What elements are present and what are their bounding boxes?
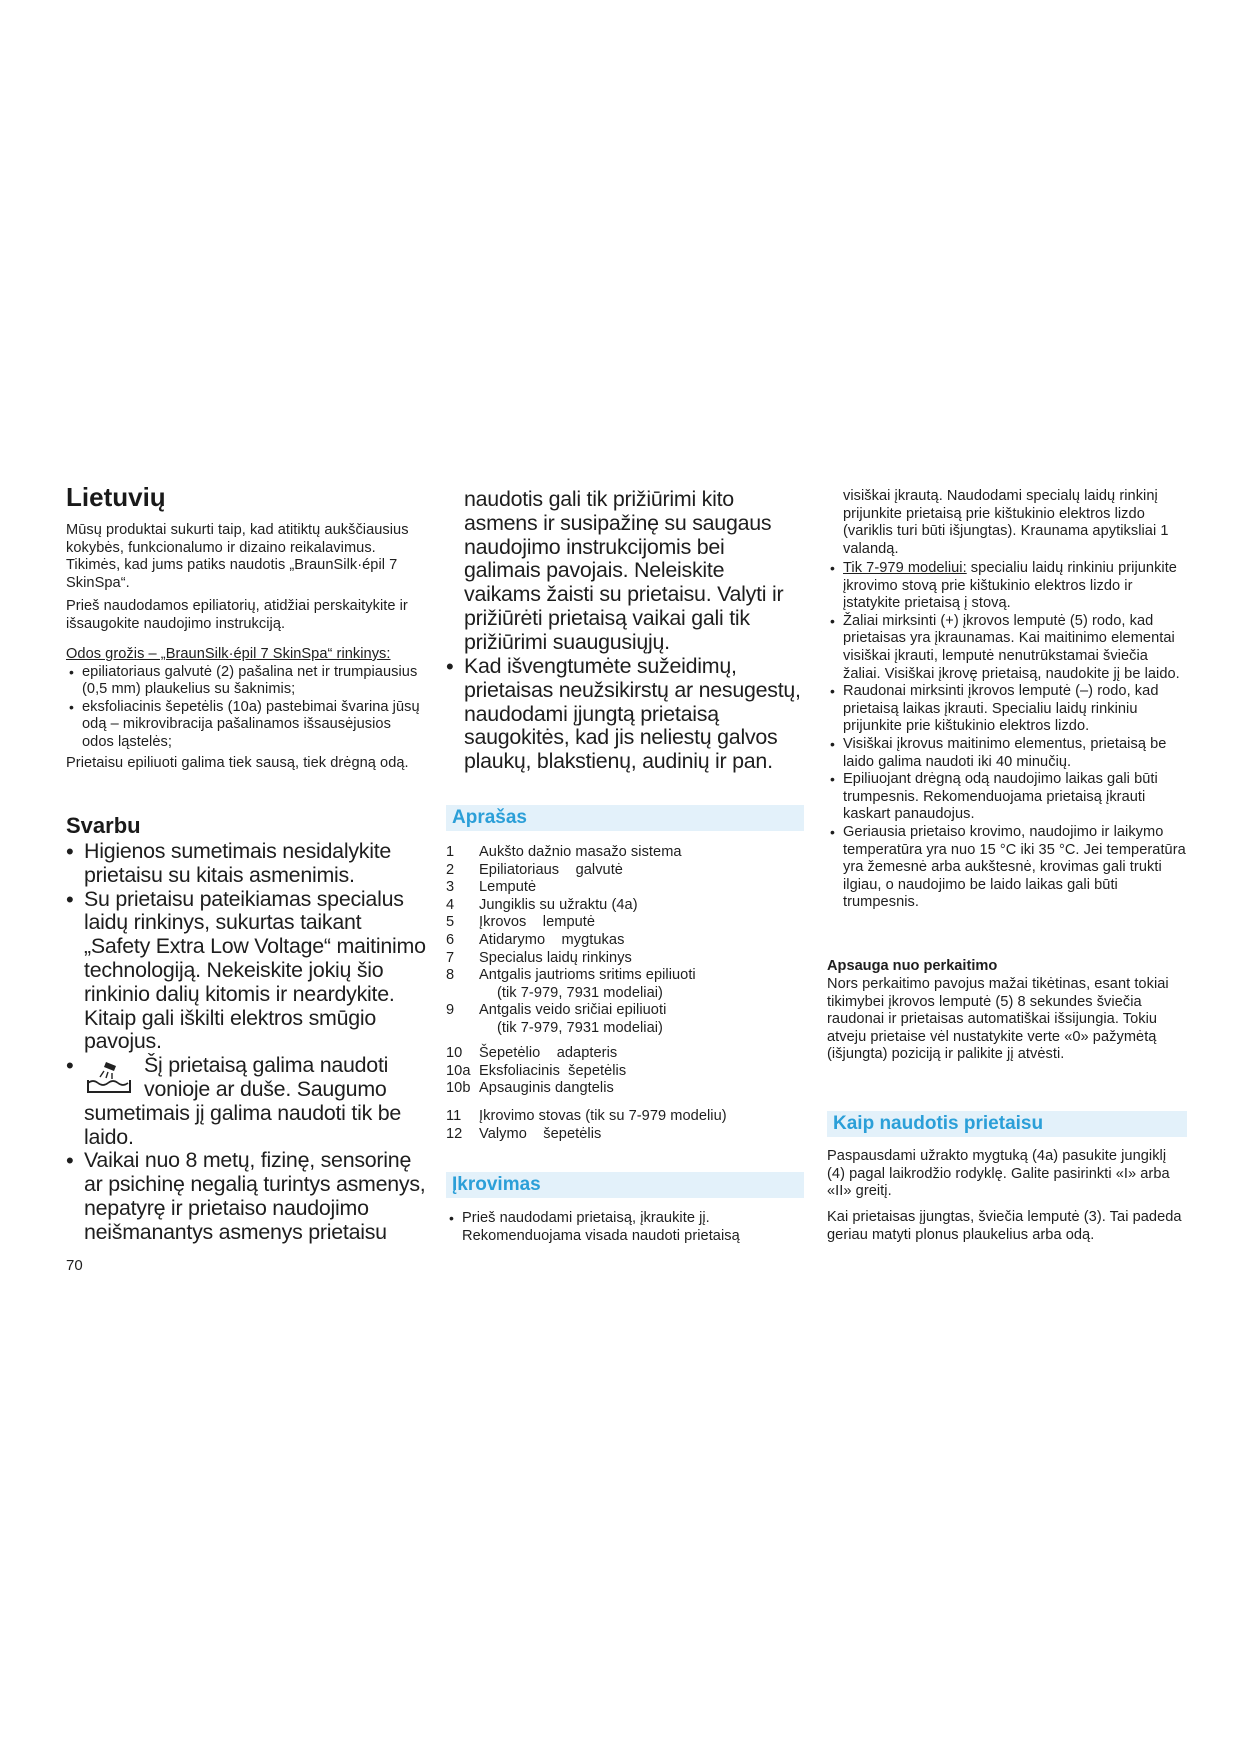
description-list-2	[446, 1045, 804, 1098]
continued-list	[446, 655, 804, 774]
description-list	[446, 844, 804, 1038]
kit-block	[66, 646, 426, 752]
description-section-title: Aprašas	[446, 805, 804, 831]
intro-block-2	[66, 598, 426, 633]
important-title: Svarbu	[66, 813, 141, 838]
charging-list	[446, 1210, 804, 1245]
list-item: 4 Jungiklis su užraktu (4a)	[446, 896, 638, 913]
list-item: • Su prietaisu pateikiamas specialus laidų rinkinys, sukurtas taikant „Safety Extra Low Voltage“ maitinimo technologiją. Nekeiskite jokių šio rinkinio dalių kitomis ir neardykite. Kitaip gali iškilti elektros smūgio pavojus.	[66, 886, 426, 1054]
list-item: 10b Apsauginis dangtelis	[446, 1080, 614, 1097]
overheat-block	[827, 976, 1187, 1064]
kit-list	[66, 664, 426, 752]
continued-paragraph: visiškai įkrautą. Naudodami specialų laidų rinkinį prijunkite prietaisą prie kištukinio elektros lizdo (variklis turi būti išjungtas). Kraunama apytiksliai 1 valandą.	[843, 488, 1169, 557]
bullet-icon: •	[66, 1053, 74, 1079]
list-item: 9 Antgalis veido sričiai epiliuoti	[446, 1002, 667, 1019]
kit-title: Odos grožis – „BraunSilk·épil 7 SkinSpa“ rinkinys:	[66, 646, 391, 662]
important-list	[66, 840, 426, 1245]
list-item: (tik 7-979, 7931 modeliai)	[497, 984, 663, 1001]
continued-paragraph: naudotis gali tik prižiūrimi kito asmens ir susipažinę su saugaus naudojimo instrukcijomis bei galimais pavojais. Neleiskite vaikams žaisti su prietaisu. Valyti ir prižiūrėti prietaisą vaikai gali tik prižiūrimi suaugusiųjų.	[464, 487, 784, 654]
list-item: 10a Eksfoliacinis šepetėlis	[446, 1062, 627, 1079]
list-item: • Visiškai įkrovus maitinimo elementus, prietaisą be laido galima naudoti iki 40 minučių.	[830, 735, 1167, 770]
intro-paragraph: Prieš naudodamos epiliatorių, atidžiai perskaitykite ir išsaugokite naudojimo instrukciją.	[66, 598, 408, 632]
page-number: 70	[66, 1257, 83, 1274]
list-item: • Geriausia prietaiso krovimo, naudojimo ir laikymo temperatūra yra nuo 15 °C iki 35 °C. Jei temperatūra yra žemesnė arba aukštesnė, krovimas gali trukti ilgiau, o naudojimo be laido laikas gali būti trumpesnis.	[830, 823, 1186, 911]
bullet-icon: •	[830, 771, 835, 788]
intro-paragraph: Mūsų produktai sukurti taip, kad atitiktų aukščiausius kokybės, funkcionalumo ir dizaino reikalavimus. Tikimės, kad jums patiks naudotis „BraunSilk·épil 7 SkinSpa“.	[66, 522, 409, 591]
bullet-icon: •	[830, 612, 835, 629]
list-item: • epiliatoriaus galvutė (2) pašalina net ir trumpiausius (0,5 mm) plaukelius su šaknimis;	[69, 663, 418, 698]
list-item: 3 Lemputė	[446, 879, 537, 896]
usage-block-2	[827, 1209, 1187, 1244]
list-item: • Šį prietaisą galima naudoti vonioje ar duše. Saugumo sumetimais jį galima naudoti tik be laido.	[66, 1053, 402, 1149]
bullet-icon: •	[69, 698, 74, 715]
intro-block	[66, 522, 426, 592]
charging-section-title: Įkrovimas	[446, 1172, 804, 1198]
usage-paragraph: Paspausdami užrakto mygtuką (4a) pasukite jungiklį (4) pagal laikrodžio rodyklę. Galite pasirinkti «I» arba «II» greitį.	[827, 1148, 1170, 1200]
intro-block-3	[66, 755, 426, 773]
list-item: • Kad išvengtumėte sužeidimų, prietaisas neužsikirstų ar nesugestų, naudodami įjungtą prietaisą saugokitės, kad jis neliestų galvos plaukų, blakstienų, audinių ir pan.	[446, 654, 801, 774]
list-item: • Prieš naudodami prietaisą, įkraukite jį. Rekomenduojama visada naudoti prietaisą	[449, 1210, 740, 1244]
list-item: 10 Šepetėlio adapteris	[446, 1045, 618, 1061]
list-item: 11 Įkrovimo stovas (tik su 7-979 modeliu)	[446, 1108, 727, 1124]
list-item: • eksfoliacinis šepetėlis (10a) pastebimai švarina jūsų odą – mikrovibracija pašalinamos išsausėjusios odos ląstelės;	[69, 698, 420, 750]
description-list-3	[446, 1108, 804, 1143]
bullet-icon: •	[449, 1210, 454, 1226]
bullet-icon: •	[830, 823, 835, 840]
bullet-icon: •	[446, 654, 454, 679]
list-item: • Vaikai nuo 8 metų, fizinę, sensorinę ar psichinę negalią turintys asmenys, nepatyrę ir prietaiso naudojimo neišmanantys asmenys prietaisu	[66, 1148, 426, 1244]
list-item: 8 Antgalis jautrioms sritims epiliuoti	[446, 967, 696, 984]
bullet-icon: •	[830, 735, 835, 752]
continued-text	[446, 488, 804, 655]
list-item: 12 Valymo šepetėlis	[446, 1125, 602, 1142]
intro-paragraph: Prietaisu epiliuoti galima tiek sausą, tiek drėgną odą.	[66, 755, 409, 771]
list-item: (tik 7-979, 7931 modeliai)	[497, 1019, 663, 1036]
list-item: 6 Atidarymo mygtukas	[446, 931, 625, 948]
shower-bath-icon	[84, 1056, 136, 1096]
bullet-icon: •	[830, 683, 835, 700]
list-item: 7 Specialus laidų rinkinys	[446, 949, 632, 966]
overheat-paragraph: Nors perkaitimo pavojus mažai tikėtinas, esant tokiai tikimybei įkrovos lemputė (5) 8 sekundes šviečia raudonai ir prietaisas automatiškai išsijungia. Tokiu atveju prietaise vėl nustatykite verte «0» pažymėtą (išjungta) poziciją ir palikite jį atvėsti.	[827, 976, 1169, 1063]
usage-block	[827, 1148, 1187, 1201]
list-item: • Epiliuojant drėgną odą naudojimo laikas gali būti trumpesnis. Rekomenduojama prietaisą įkrauti kaskart panaudojus.	[830, 771, 1158, 823]
language-title: Lietuvių	[66, 482, 166, 512]
bullet-icon: •	[66, 886, 74, 912]
list-item: 5 Įkrovos lemputė	[446, 914, 596, 931]
usage-paragraph: Kai prietaisas įjungtas, šviečia lemputė (3). Tai padeda geriau matyti plonus plaukelius arba odą.	[827, 1209, 1182, 1243]
charging-details-list	[827, 560, 1187, 912]
usage-section-title: Kaip naudotis prietaisu	[827, 1111, 1187, 1137]
list-item: • Žaliai mirksinti (+) įkrovos lemputė (5) rodo, kad prietaisas yra įkraunamas. Kai maitinimo elementai visiškai įkrauti, lemputė nenutrūkstamai šviečia žaliai. Visiškai įkrovę prietaisą, naudokite jį be laido.	[830, 612, 1180, 682]
bullet-icon: •	[69, 663, 74, 680]
continued-text	[827, 488, 1187, 558]
list-item: 1 Aukšto dažnio masažo sistema	[446, 844, 682, 860]
list-item: • Raudonai mirksinti įkrovos lemputė (–) rodo, kad prietaisą laikas įkrauti. Specialiu laidų rinkiniu prijunkite prie kištukinio elektros lizdo.	[830, 683, 1159, 735]
list-item: • Tik 7-979 modeliui: specialiu laidų rinkiniu prijunkite įkrovimo stovą prie kištukinio elektros lizdo ir įstatykite prietaisą į stovą.	[830, 560, 1177, 612]
list-item: • Higienos sumetimais nesidalykite prietaisu su kitais asmenimis.	[66, 839, 392, 887]
bullet-icon: •	[66, 839, 74, 864]
bullet-icon: •	[66, 1148, 74, 1174]
bullet-icon: •	[830, 560, 835, 576]
overheat-title: Apsauga nuo perkaitimo	[827, 958, 998, 974]
list-item: 2 Epiliatoriaus galvutė	[446, 861, 623, 878]
